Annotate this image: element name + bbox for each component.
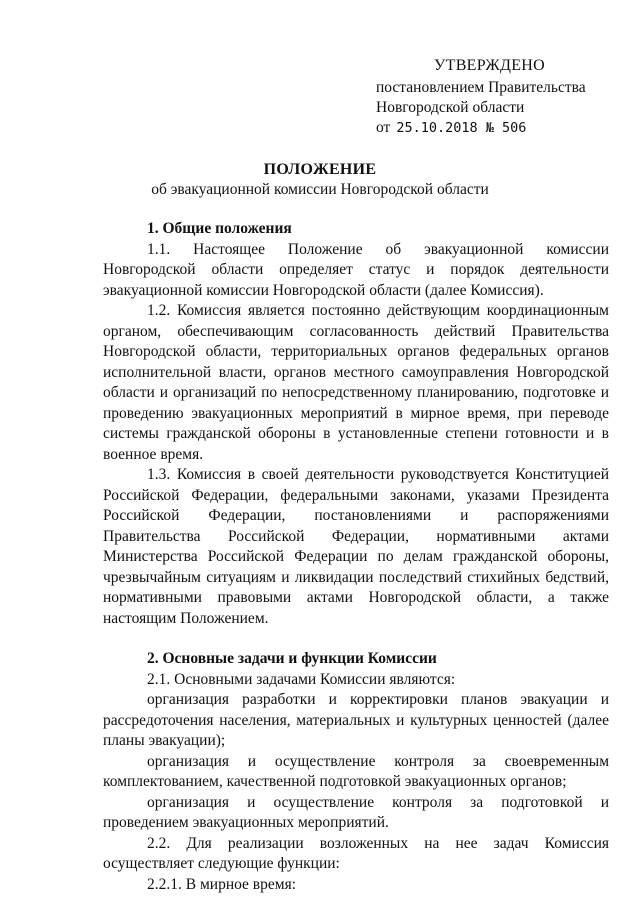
approval-line-1: постановлением Правительства — [376, 79, 586, 96]
paragraph-2-2: 2.2. Для реализации возложенных на нее задач Комиссия осуществляет следующие функции: — [103, 834, 609, 872]
approval-date-line — [376, 118, 626, 138]
paragraph-2-1: 2.1. Основными задачами Комиссии являются: — [147, 670, 456, 688]
task-item-1: организация разработки и корректировки планов эвакуации и рассредоточения населения, материальных и культурных ценностей (далее планы эвакуации); — [103, 691, 609, 749]
section-1-heading: 1. Общие положения — [147, 220, 292, 237]
paragraph-1-2: 1.2. Комиссия является постоянно действующим координационным органом, обеспечивающим согласованность действий Правительства Новгородской области, территориальных органов федеральных органов исполнительной власти, органов местного самоуправления Новгородской области и организаций по непосредственному планированию, подготовке и проведению эвакуационных мероприятий в мирное время, при переводе системы гражданской обороны в установленные степени готовности и в военное время. — [103, 302, 609, 463]
approval-line-2: Новгородской области — [376, 99, 525, 116]
approval-block — [376, 56, 626, 138]
paragraph-1-1: 1.1. Настоящее Положение об эвакуационной комиссии Новгородской области определяет статус и порядок деятельности эвакуационной комиссии Новгородской области (далее Комиссия). — [103, 240, 609, 299]
section-gap — [103, 629, 609, 649]
approval-date-value: 25.10.2018 № 506 — [396, 120, 527, 136]
document-title: ПОЛОЖЕНИЕ — [263, 161, 377, 178]
document-body — [103, 219, 609, 895]
paragraph-2-2-1: 2.2.1. В мирное время: — [147, 875, 296, 893]
task-item-2: организация и осуществление контроля за своевременным комплектованием, качественной подготовкой эвакуационных органов; — [103, 752, 609, 790]
paragraph-1-3: 1.3. Комиссия в своей деятельности руководствуется Конституцией Российской Федерации, федеральными законами, указами Президента Российской Федерации, постановлениями и распоряжениями Правительства Российской Федерации, нормативными актами Министерства Российской Федерации по делам гражданской обороны, чрезвычайным ситуациям и ликвидации последствий стихийных бедствий, нормативными правовыми актами Новгородской области, а также настоящим Положением. — [103, 466, 609, 627]
approval-stamp: УТВЕРЖДЕНО — [434, 57, 546, 74]
task-item-3: организация и осуществление контроля за подготовкой и проведением эвакуационных мероприятий. — [103, 793, 609, 831]
section-2-heading: 2. Основные задачи и функции Комиссии — [147, 650, 437, 667]
document-subtitle: об эвакуационной комиссии Новгородской области — [151, 181, 489, 198]
approval-date-prefix: от — [376, 119, 391, 136]
